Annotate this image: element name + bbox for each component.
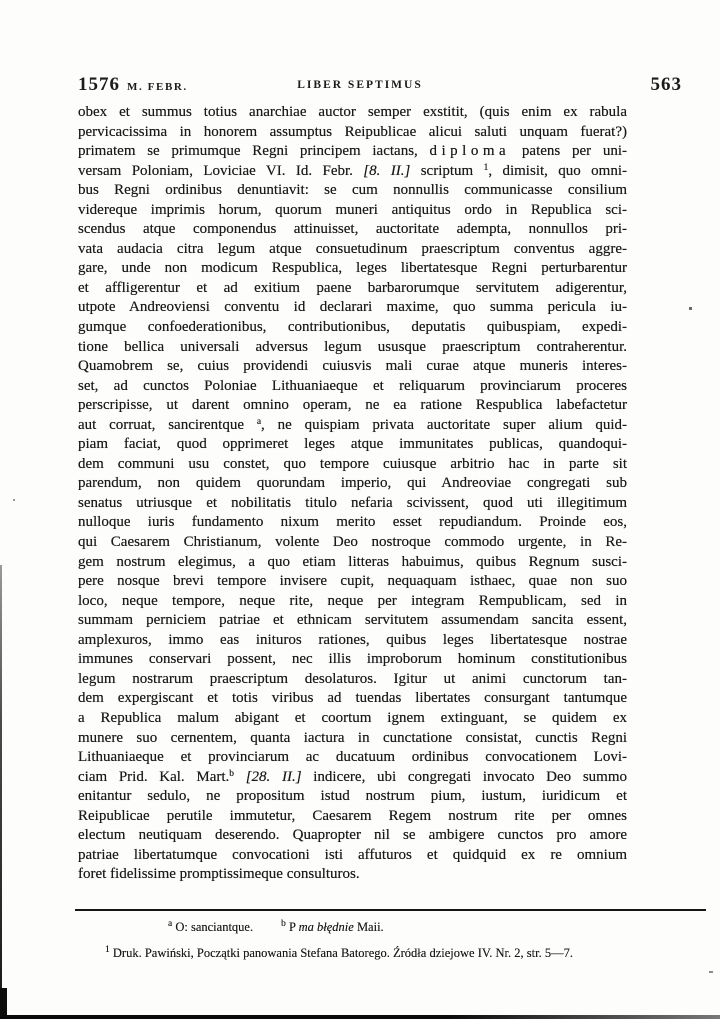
page-header — [0, 74, 720, 100]
body-line: patriae libertatumque convocationi isti affuturos et quidquid ex re omnium — [78, 846, 627, 863]
body-line: et affligerentur et ad exitium paene barbarorumque servitutem adigerentur, — [78, 279, 627, 296]
body-line: obex et summus totius anarchiae auctor semper exstitit, (quis enim ex rabula — [78, 104, 627, 120]
page-number: 563 — [650, 74, 682, 95]
header-year: 1576 — [78, 74, 120, 95]
scan-artifact-bottom-bar — [0, 1015, 720, 1019]
body-line: pere nosque brevi tempore invisere cupit, nequaquam isthaec, quae non suo — [78, 573, 627, 590]
body-line: amplexuros, immo eas inituros rationes, quibus leges libertatesque nostrae — [78, 631, 627, 648]
body-line: loco, neque tempore, neque rite, neque per integram Rempublicam, sed in — [78, 592, 627, 609]
body-line: enitantur sedulo, ne propositum istud nostrum pium, iustum, iuridicum et — [78, 788, 627, 805]
body-line: tione bellica universali adversus legum ususque praescriptum contraherentur. — [78, 338, 627, 355]
header-month: M. FEBR. — [127, 81, 188, 93]
body-text — [78, 103, 627, 885]
body-line: legum nostrarum praescriptum desolaturos. Igitur ut animi cunctorum tan- — [78, 670, 627, 687]
body-line: Lithuaniaeque et provinciarum ac ducatuum ordinibus convocationem Lovi- — [78, 749, 627, 766]
body-line: perscripisse, ut darent omnino operam, ne ea ratione Respublica labefactetur — [78, 397, 627, 414]
body-line: Reipublicae perutile immutetur, Caesarem Regem nostrum rite per omnes — [78, 807, 627, 824]
body-line: set, ad cunctos Poloniae Lithuaniaeque et reliquarum provinciarum proceres — [78, 377, 627, 394]
footnote-source: $^1$ Druk. Pawiński, Początki panowania Stefana Batorego. Źródła dziejowe IV. Nr. 2, str. 5—7. — [105, 945, 573, 960]
body-line: scendus atque componendus attinuisset, auctoritate adempta, nonnullos pri- — [78, 221, 627, 238]
body-line: qui Caesarem Christianum, volente Deo nostroque commodo urgente, in Re- — [78, 534, 627, 551]
running-title: LIBER SEPTIMUS — [297, 79, 423, 91]
body-line: pervicacissima in honorem assumptus Reipublicae alicui saluti unquam fuerat?) — [78, 123, 627, 140]
body-line: dem expergiscant et totis viribus ad tuendas libertates consurgant tantumque — [78, 690, 627, 707]
body-line: immunes conservari possent, nec illis improborum hominum constitutionibus — [78, 651, 627, 668]
body-line: summam perniciem patriae et ethnicam servitutem assumendam sancita essent, — [78, 612, 627, 629]
body-line: gem nostrum elegimus, a quo etiam litteras habuimus, quibus Regnum susci- — [78, 553, 627, 570]
body-line: videreque imprimis horum, quorum muneri antiquitus ordo in Republica sci- — [78, 201, 627, 218]
body-line: vata audacia citra legum atque consuetudinum praescriptum conventus aggre- — [78, 240, 627, 257]
body-line: parendum, non quidem quorundam imperio, qui Andreoviae congregati sub — [78, 475, 627, 492]
scan-artifact-speck — [689, 307, 692, 310]
body-line: aut corruat, sancirentque $^a$, ne quispiam privata auctoritate super alium quid- — [78, 416, 627, 433]
scan-artifact-speck — [13, 499, 15, 501]
body-line: munere suo cernentem, quanta iactura in cunctatione consistat, cunctis Regni — [78, 729, 627, 746]
body-line: a Republica malum abigant et coortum ignem extinguant, se quidem ex — [78, 709, 627, 726]
body-line: versam Poloniam, Loviciae VI. Id. Febr. [8. II.] scriptum $^1$, dimisit, quo omni- — [78, 162, 627, 179]
body-line: Quamobrem se, cuius providendi cuiusvis mali curae atque muneris interes- — [78, 358, 627, 375]
footnote-b: $^b$ P ma błędnie Maii. — [281, 919, 384, 934]
body-line: gumque confoederationibus, contributionibus, deputatis quibuspiam, expedi- — [78, 319, 627, 336]
footnote-rule — [75, 909, 706, 911]
body-line: dem communi usu constet, quo tempore cuiusque arbitrio hac in parte sit — [78, 455, 627, 472]
body-line: bus Regni ordinibus denuntiavit: se cum nonnullis communicasse consilium — [78, 182, 627, 199]
scan-artifact-speck — [709, 971, 713, 973]
body-line: primatem se primumque Regni principem iactans, diploma patens per uni- — [78, 143, 627, 160]
body-line: piam faciat, quod opprimeret leges atque immunitates publicas, quandoqui- — [78, 436, 627, 453]
body-line: electum neutiquam deserendo. Quapropter nil se ambigere cunctos pro amore — [78, 827, 627, 844]
body-line: utpote Andreoviensi conventu id declarari maxime, quo summa pericula iu- — [78, 299, 627, 316]
footnote-variants — [78, 920, 627, 935]
body-line: senatus utriusque et nobilitatis titulo nefaria scivissent, quod uti illegitimum — [78, 494, 627, 511]
body-line: ciam Prid. Kal. Mart.$^b$ [28. II.] indicere, ubi congregati invocato Deo summo — [78, 768, 628, 785]
body-line: gare, unde non modicum Respublica, leges libertatesque Regni perturbarentur — [78, 260, 627, 277]
scan-artifact-left-strip — [0, 565, 2, 1019]
footnote-a: $^a$ O: sanciantque. — [168, 919, 254, 934]
body-line: foret fidelissime promptissimeque consulturos. — [78, 866, 360, 883]
body-line: nulloque iuris fundamento nixum merito esset repudiandum. Proinde eos, — [78, 514, 627, 531]
